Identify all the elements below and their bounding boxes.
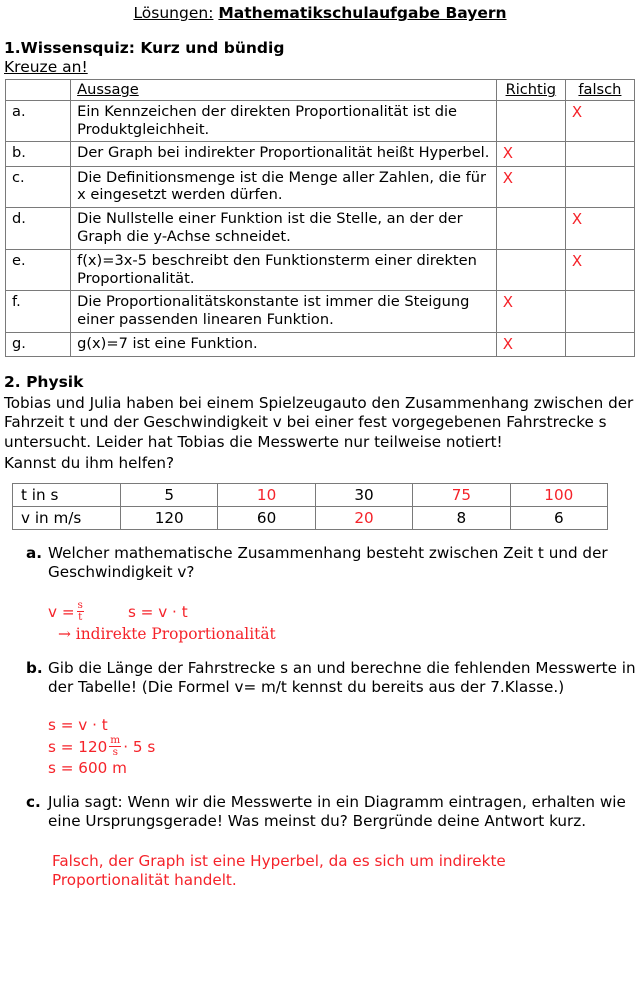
question-a-text: Welcher mathematische Zusammenhang besteht zwischen Zeit t und der Geschwindigkeit v? [48, 543, 608, 582]
answer-b-line-2-prefix: s = 120 [48, 738, 108, 757]
answer-b [48, 716, 640, 778]
measurement-cell-t-2: 30 [315, 483, 412, 506]
question-c-label: c. [26, 792, 41, 811]
measurement-row-label-time: t in s [13, 483, 121, 506]
quiz-row-wrong-mark[interactable] [565, 291, 634, 333]
answer-c [52, 852, 640, 892]
quiz-row-wrong-mark[interactable] [565, 333, 634, 357]
fraction-s-over-t [77, 600, 84, 623]
section-1-instruction [4, 58, 640, 77]
quiz-row-letter: f. [6, 291, 71, 333]
question-a [26, 544, 640, 583]
table-row [13, 506, 608, 529]
measurement-cell-v-2: 20 [315, 506, 412, 529]
measurement-cell-t-0: 5 [121, 483, 218, 506]
table-row [13, 483, 608, 506]
quiz-row-letter: d. [6, 208, 71, 250]
measurement-row-label-speed: v in m/s [13, 506, 121, 529]
fraction-denominator: t [78, 610, 83, 623]
question-b-label: b. [26, 658, 43, 677]
page-title-prefix: Lösungen: [133, 4, 214, 22]
question-b [26, 659, 640, 698]
answer-c-line-2: Proportionalität handelt. [52, 871, 237, 890]
measurement-cell-v-3: 8 [413, 506, 510, 529]
quiz-table [5, 79, 635, 357]
table-row [6, 100, 635, 142]
quiz-row-correct-mark[interactable] [496, 100, 565, 142]
quiz-row-statement: g(x)=7 ist eine Funktion. [71, 333, 497, 357]
page-title [0, 0, 640, 23]
quiz-row-wrong-mark[interactable] [565, 166, 634, 208]
quiz-row-wrong-mark[interactable]: X [565, 100, 634, 142]
table-row [6, 208, 635, 250]
answer-a-formula-lhs: v = [48, 602, 75, 621]
question-c [26, 793, 640, 832]
answer-a-conclusion: → indirekte Proportionalität [58, 625, 276, 644]
quiz-row-statement: Ein Kennzeichen der direkten Proportionalität ist die Produktgleichheit. [71, 100, 497, 142]
section-1-heading: 1.Wissensquiz: Kurz und bündig [4, 38, 285, 57]
question-a-label: a. [26, 543, 43, 562]
quiz-header-letter [6, 80, 71, 101]
quiz-table-header-row [6, 80, 635, 101]
quiz-row-correct-mark[interactable]: X [496, 166, 565, 208]
table-row [6, 291, 635, 333]
quiz-header-wrong: falsch [565, 80, 634, 101]
quiz-row-correct-mark[interactable] [496, 208, 565, 250]
quiz-row-correct-mark[interactable]: X [496, 333, 565, 357]
quiz-row-statement: f(x)=3x-5 beschreibt den Funktionsterm einer direkten Proportionalität. [71, 249, 497, 291]
fraction-denominator: s [109, 746, 121, 758]
answer-a-formula-second: s = v · t [127, 602, 188, 621]
measurement-cell-v-4: 6 [510, 506, 607, 529]
table-row [6, 142, 635, 166]
page-title-main: Mathematikschulaufgabe Bayern [218, 4, 507, 22]
measurement-table [12, 483, 608, 530]
quiz-row-letter: b. [6, 142, 71, 166]
quiz-row-wrong-mark[interactable] [565, 142, 634, 166]
answer-a-formulas [48, 598, 640, 624]
quiz-row-statement: Die Definitionsmenge ist die Menge aller Zahlen, die für x eingesetzt werden dürfen. [71, 166, 497, 208]
answer-a [48, 598, 640, 645]
quiz-row-correct-mark[interactable]: X [496, 291, 565, 333]
answer-b-line-2 [48, 736, 640, 759]
answer-b-line-2-suffix: · 5 s [123, 738, 156, 757]
quiz-row-correct-mark[interactable]: X [496, 142, 565, 166]
answer-c-line-1: Falsch, der Graph ist eine Hyperbel, da es sich um indirekte [52, 851, 506, 870]
measurement-cell-v-1: 60 [218, 506, 315, 529]
quiz-row-letter: e. [6, 249, 71, 291]
table-row [6, 249, 635, 291]
fraction-numerator: s [77, 598, 83, 611]
quiz-row-letter: a. [6, 100, 71, 142]
question-b-text: Gib die Länge der Fahrstrecke s an und berechne die fehlenden Messwerte in der Tabelle! (Die Formel v= m/t kennst du bereits aus der 7.Klasse.) [48, 658, 636, 696]
measurement-cell-t-3: 75 [413, 483, 510, 506]
quiz-row-statement: Der Graph bei indirekter Proportionalität heißt Hyperbel. [71, 142, 497, 166]
section-1-instruction-text: Kreuze an! [4, 58, 88, 77]
quiz-header-statement: Aussage [71, 80, 497, 101]
measurement-cell-t-4: 100 [510, 483, 607, 506]
quiz-row-statement: Die Proportionalitätskonstante ist immer die Steigung einer passenden linearen Funktion. [71, 291, 497, 333]
answer-b-line-1: s = v · t [48, 716, 108, 735]
table-row [6, 333, 635, 357]
quiz-row-correct-mark[interactable] [496, 249, 565, 291]
quiz-row-statement: Die Nullstelle einer Funktion ist die Stelle, an der der Graph die y-Achse schneidet. [71, 208, 497, 250]
answer-b-line-3: s = 600 m [48, 758, 127, 777]
quiz-row-letter: g. [6, 333, 71, 357]
table-row [6, 166, 635, 208]
quiz-row-letter: c. [6, 166, 71, 208]
measurement-cell-t-1: 10 [218, 483, 315, 506]
section-2-intro: Tobias und Julia haben bei einem Spielzeugauto den Zusammenhang zwischen der Fahrzeit t und der Geschwindigkeit v bei einer fest vorgegebenen Fahrstrecke s untersucht. Leider hat Tobias die Messwerte nur teilweise notiert! [4, 393, 634, 451]
quiz-header-correct: Richtig [496, 80, 565, 101]
section-2-heading: 2. Physik [4, 373, 84, 392]
measurement-cell-v-0: 120 [121, 506, 218, 529]
question-c-text: Julia sagt: Wenn wir die Messwerte in ein Diagramm eintragen, erhalten wie eine Ursprungsgerade! Was meinst du? Bergründe deine Antwort kurz. [48, 792, 626, 831]
section-2-intro-question: Kannst du ihm helfen? [4, 454, 175, 473]
quiz-row-wrong-mark[interactable]: X [565, 249, 634, 291]
fraction-numerator: m [110, 734, 121, 747]
fraction-m-over-s [109, 735, 121, 758]
quiz-row-wrong-mark[interactable]: X [565, 208, 634, 250]
